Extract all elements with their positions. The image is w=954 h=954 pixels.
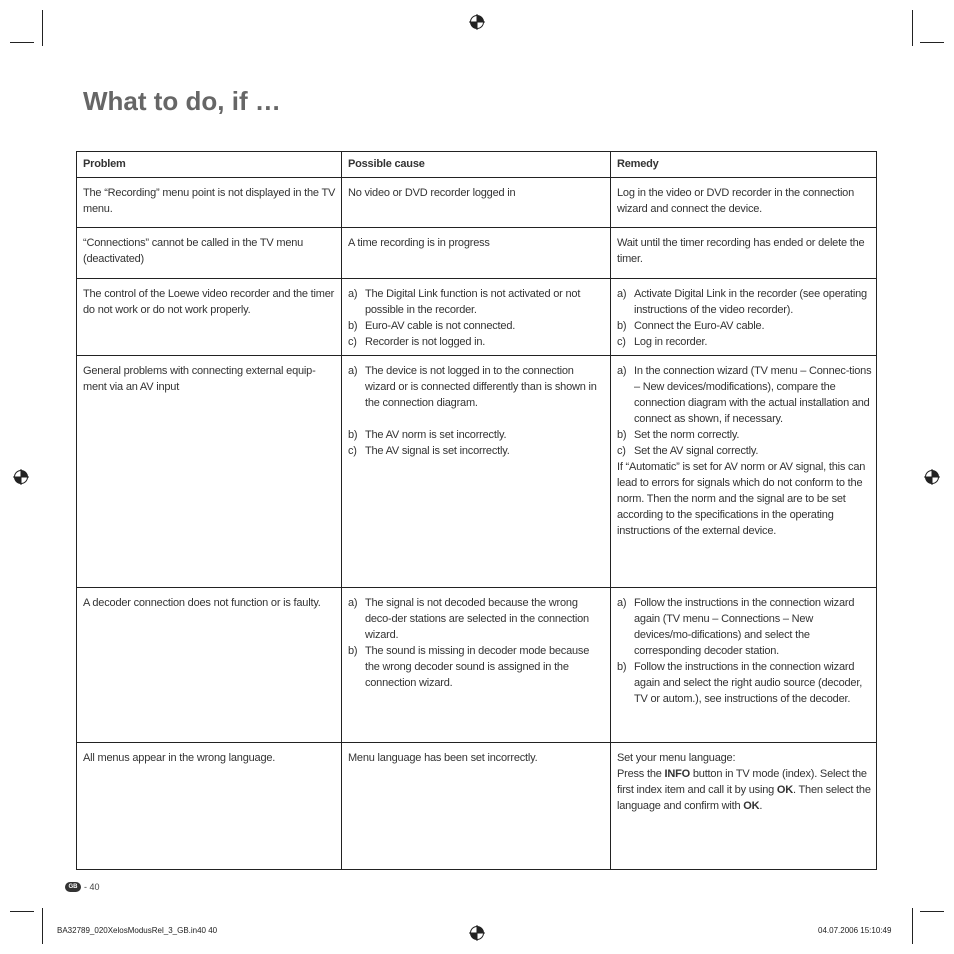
- cause-cell: [341, 356, 610, 588]
- cause-cell: [341, 588, 610, 743]
- list-item: a) The Digital Link function is not activated or not possible in the recorder.: [347, 288, 581, 316]
- info-button-label: INFO: [664, 768, 690, 780]
- list-item: a) The device is not logged in to the connection wizard or is connected differently than is shown in the connection diagram.: [347, 365, 597, 409]
- remedy-cell: Set your menu language: Press the INFO button in TV mode (index). Select the first index item and call it by using OK. Then select the language and confirm with OK.: [610, 743, 876, 870]
- crop-mark: [42, 10, 43, 46]
- list-item: c) Log in recorder.: [616, 336, 708, 348]
- remedy-cell: Log in the video or DVD recorder in the connection wizard and connect the device.: [610, 178, 876, 228]
- problem-cell: The control of the Loewe video recorder and the timer do not work or do not work properly.: [77, 279, 342, 356]
- list-item: b) The sound is missing in decoder mode because the wrong decoder sound is assigned in the connection wizard.: [347, 645, 590, 689]
- crop-mark: [920, 911, 944, 912]
- table-row: [77, 178, 877, 228]
- table-row: [77, 743, 877, 870]
- table-row: [77, 228, 877, 279]
- crop-mark: [10, 42, 34, 43]
- header-possible-cause: Possible cause: [341, 152, 610, 178]
- list-item: b) Connect the Euro-AV cable.: [616, 320, 765, 332]
- problem-cell: A decoder connection does not function or is faulty.: [77, 588, 342, 743]
- list-item: b) The AV norm is set incorrectly.: [347, 429, 507, 441]
- troubleshooting-table: [76, 151, 877, 870]
- cause-cell: [341, 279, 610, 356]
- table-row: [77, 279, 877, 356]
- crop-mark: [912, 908, 913, 944]
- crop-mark: [920, 42, 944, 43]
- list-item: b) Set the norm correctly.: [616, 429, 740, 441]
- list-item: a) The signal is not decoded because the wrong deco-der stations are selected in the connection wizard.: [347, 597, 589, 641]
- file-slug: BA32789_020XelosModusRel_3_GB.in40 40: [57, 926, 218, 935]
- problem-cell: “Connections” cannot be called in the TV menu (deactivated): [77, 228, 342, 279]
- list-item: a) Activate Digital Link in the recorder (see operating instructions of the video recorder).: [616, 288, 867, 316]
- remedy-cell: [610, 279, 876, 356]
- ok-button-label: OK: [743, 800, 760, 812]
- table-row: [77, 588, 877, 743]
- registration-mark-icon: [469, 14, 485, 30]
- cause-cell: Menu language has been set incorrectly.: [341, 743, 610, 870]
- registration-mark-icon: [924, 469, 940, 485]
- list-item: a) Follow the instructions in the connection wizard again (TV menu – Connections – New devices/mo-difications) and select the corresponding decoder station.: [616, 597, 855, 657]
- header-problem: Problem: [77, 152, 342, 178]
- problem-cell: General problems with connecting external equip-ment via an AV input: [77, 356, 342, 588]
- remedy-cell: [610, 588, 876, 743]
- list-item: b) Follow the instructions in the connection wizard again and select the right audio source (decoder, TV or autom.), see instructions of the decoder.: [616, 661, 863, 705]
- table-row: [77, 356, 877, 588]
- date-slug: 04.07.2006 15:10:49: [818, 926, 892, 935]
- remedy-cell: [610, 356, 876, 588]
- page-title: What to do, if …: [83, 86, 281, 116]
- table-header-row: [77, 152, 877, 178]
- registration-mark-icon: [469, 925, 485, 941]
- page-number: GB - 40: [65, 882, 100, 892]
- cause-cell: No video or DVD recorder logged in: [341, 178, 610, 228]
- language-badge: GB: [65, 882, 81, 892]
- ok-button-label: OK: [776, 784, 794, 796]
- registration-mark-icon: [13, 469, 29, 485]
- remedy-note: If “Automatic” is set for AV norm or AV signal, this can lead to errors for signals which do not conform to the norm. Then the norm and the signal are to be set according to the specifications in the operating instructions of the external device.: [616, 461, 866, 537]
- list-item: a) In the connection wizard (TV menu – Connec-tions – New devices/modifications), compare the connection diagram with the actual installation and connect as shown, if necessary.: [616, 365, 872, 425]
- crop-mark: [912, 10, 913, 46]
- list-item: b) Euro-AV cable is not connected.: [347, 320, 516, 332]
- header-remedy: Remedy: [610, 152, 876, 178]
- cause-cell: A time recording is in progress: [341, 228, 610, 279]
- problem-cell: The “Recording” menu point is not displayed in the TV menu.: [77, 178, 342, 228]
- crop-mark: [42, 908, 43, 944]
- remedy-cell: Wait until the timer recording has ended or delete the timer.: [610, 228, 876, 279]
- crop-mark: [10, 911, 34, 912]
- list-item: c) Set the AV signal correctly.: [616, 445, 759, 457]
- list-item: c) Recorder is not logged in.: [347, 336, 486, 348]
- problem-cell: All menus appear in the wrong language.: [77, 743, 342, 870]
- list-item: c) The AV signal is set incorrectly.: [347, 445, 510, 457]
